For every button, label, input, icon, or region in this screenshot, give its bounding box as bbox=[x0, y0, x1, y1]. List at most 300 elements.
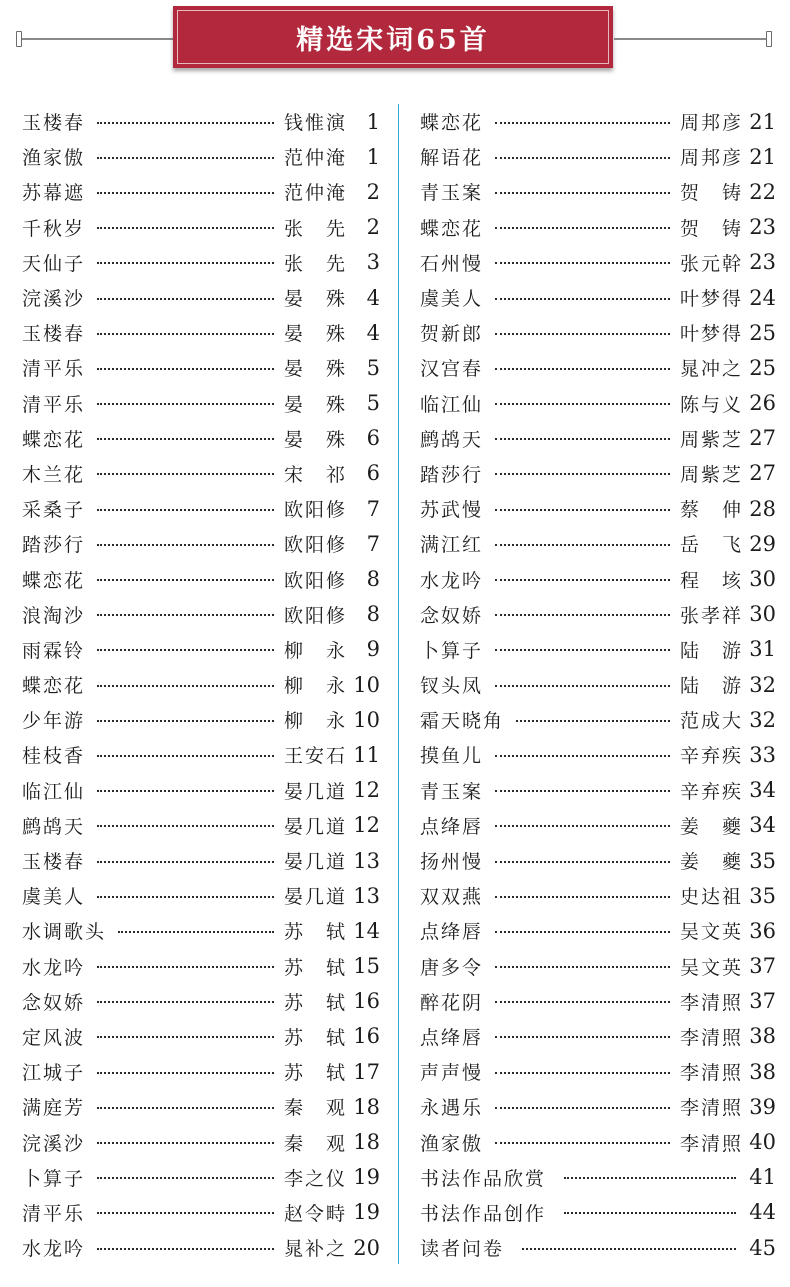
poem-title: 满江红 bbox=[420, 534, 484, 557]
author-name: 赵令畤 bbox=[284, 1202, 346, 1225]
leader-dots bbox=[495, 192, 670, 194]
poem-title: 虞美人 bbox=[420, 288, 484, 311]
poem-title: 蝶恋花 bbox=[420, 217, 484, 240]
page-number: 31 bbox=[749, 637, 776, 662]
leader-dots bbox=[97, 825, 274, 827]
toc-entry[interactable] bbox=[420, 702, 776, 737]
author-name: 岳 飞 bbox=[680, 534, 742, 557]
section-title: 书法作品创作 bbox=[420, 1202, 547, 1225]
author-name: 晏几道 bbox=[284, 780, 346, 803]
page-number: 12 bbox=[353, 778, 380, 803]
toc-entry[interactable] bbox=[420, 280, 776, 315]
author-name: 晏几道 bbox=[284, 815, 346, 838]
leader-dots bbox=[495, 579, 670, 581]
poem-title: 清平乐 bbox=[22, 358, 86, 381]
page-number: 30 bbox=[749, 602, 776, 627]
poem-title: 天仙子 bbox=[22, 252, 86, 275]
toc-entry[interactable] bbox=[420, 1019, 776, 1054]
poem-title: 念奴娇 bbox=[420, 604, 484, 627]
poem-title: 蝶恋花 bbox=[22, 428, 86, 451]
page-number: 21 bbox=[749, 109, 776, 134]
page-number: 2 bbox=[366, 179, 380, 204]
toc-entry[interactable] bbox=[420, 386, 776, 421]
toc-entry[interactable] bbox=[420, 174, 776, 209]
poem-title: 渔家傲 bbox=[420, 1132, 484, 1155]
toc-entry[interactable] bbox=[22, 878, 380, 913]
page-number: 24 bbox=[749, 285, 776, 310]
page-number: 7 bbox=[366, 496, 380, 521]
author-name: 欧阳修 bbox=[284, 499, 346, 522]
page-number: 36 bbox=[749, 918, 776, 943]
toc-entry[interactable] bbox=[22, 1230, 380, 1265]
poem-title: 双双燕 bbox=[420, 886, 484, 909]
toc-entry[interactable] bbox=[420, 773, 776, 808]
leader-dots bbox=[495, 755, 670, 757]
author-name: 宋 祁 bbox=[284, 463, 346, 486]
poem-title: 浪淘沙 bbox=[22, 604, 86, 627]
title-banner-frame bbox=[177, 10, 609, 64]
leader-dots bbox=[97, 1248, 274, 1250]
author-name: 苏 轼 bbox=[284, 956, 346, 979]
author-name: 欧阳修 bbox=[284, 534, 346, 557]
poem-title: 玉楼春 bbox=[22, 323, 86, 346]
leader-dots bbox=[495, 403, 670, 405]
toc-entry[interactable] bbox=[22, 421, 380, 456]
page-number: 16 bbox=[353, 989, 380, 1014]
page-number: 37 bbox=[749, 989, 776, 1014]
page-number: 41 bbox=[749, 1165, 776, 1190]
poem-title: 水龙吟 bbox=[22, 956, 86, 979]
author-name: 程 垓 bbox=[680, 569, 742, 592]
page-number: 17 bbox=[353, 1059, 380, 1084]
toc-entry[interactable] bbox=[22, 456, 380, 491]
poem-title: 少年游 bbox=[22, 710, 86, 733]
author-name: 苏 轼 bbox=[284, 921, 346, 944]
poem-title: 点绛唇 bbox=[420, 815, 484, 838]
author-name: 欧阳修 bbox=[284, 604, 346, 627]
leader-dots bbox=[118, 931, 274, 933]
leader-dots bbox=[97, 1072, 274, 1074]
toc-entry[interactable] bbox=[420, 526, 776, 561]
leader-dots bbox=[97, 579, 274, 581]
author-name: 周邦彦 bbox=[680, 147, 742, 170]
section-title: 读者问卷 bbox=[420, 1238, 505, 1261]
toc-entry[interactable] bbox=[420, 597, 776, 632]
leader-dots bbox=[97, 122, 274, 124]
toc-entry[interactable] bbox=[22, 350, 380, 385]
author-name: 苏 轼 bbox=[284, 1026, 346, 1049]
poem-title: 解语花 bbox=[420, 147, 484, 170]
poem-title: 摸鱼儿 bbox=[420, 745, 484, 768]
page-number: 25 bbox=[749, 355, 776, 380]
page-number: 14 bbox=[353, 918, 380, 943]
author-name: 晏 殊 bbox=[284, 393, 346, 416]
poem-title: 临江仙 bbox=[22, 780, 86, 803]
toc-entry[interactable] bbox=[420, 421, 776, 456]
toc-entry[interactable] bbox=[22, 104, 380, 139]
leader-dots bbox=[97, 403, 274, 405]
leader-dots bbox=[97, 1107, 274, 1109]
page-number: 18 bbox=[353, 1094, 380, 1119]
leader-dots bbox=[495, 298, 670, 300]
page-number: 27 bbox=[749, 461, 776, 486]
toc-entry[interactable] bbox=[22, 245, 380, 280]
toc-entry[interactable] bbox=[420, 561, 776, 596]
toc-entry[interactable] bbox=[420, 878, 776, 913]
page-number: 19 bbox=[353, 1165, 380, 1190]
page-number: 13 bbox=[353, 883, 380, 908]
toc-entry[interactable] bbox=[22, 561, 380, 596]
toc-entry[interactable] bbox=[22, 597, 380, 632]
author-name: 陈与义 bbox=[680, 393, 742, 416]
page-number: 34 bbox=[749, 813, 776, 838]
author-name: 欧阳修 bbox=[284, 569, 346, 592]
author-name: 李清照 bbox=[680, 1062, 742, 1085]
page-number: 5 bbox=[366, 391, 380, 416]
poem-title: 桂枝香 bbox=[22, 745, 86, 768]
leader-dots bbox=[97, 368, 274, 370]
author-name: 晁冲之 bbox=[680, 358, 742, 381]
title-banner bbox=[173, 6, 613, 68]
author-name: 李清照 bbox=[680, 1132, 742, 1155]
toc-entry[interactable] bbox=[420, 1054, 776, 1089]
poem-title: 唐多令 bbox=[420, 956, 484, 979]
poem-title: 临江仙 bbox=[420, 393, 484, 416]
poem-title: 定风波 bbox=[22, 1026, 86, 1049]
leader-dots bbox=[495, 1001, 670, 1003]
leader-dots bbox=[97, 861, 274, 863]
author-name: 范成大 bbox=[680, 710, 742, 733]
toc-entry[interactable] bbox=[420, 984, 776, 1019]
leader-dots bbox=[97, 1142, 274, 1144]
leader-dots bbox=[97, 333, 274, 335]
leader-dots bbox=[495, 861, 670, 863]
page-number: 6 bbox=[366, 426, 380, 451]
toc-entry[interactable] bbox=[22, 702, 380, 737]
leader-dots bbox=[97, 227, 274, 229]
leader-dots bbox=[97, 509, 274, 511]
page-number: 10 bbox=[353, 707, 380, 732]
leader-dots bbox=[495, 333, 670, 335]
poem-title: 浣溪沙 bbox=[22, 288, 86, 311]
header-rule-right bbox=[614, 38, 766, 40]
author-name: 蔡 伸 bbox=[680, 499, 742, 522]
toc-entry[interactable] bbox=[420, 949, 776, 984]
poem-title: 苏武慢 bbox=[420, 499, 484, 522]
poem-title: 扬州慢 bbox=[420, 851, 484, 874]
poem-title: 渔家傲 bbox=[22, 147, 86, 170]
leader-dots bbox=[495, 649, 670, 651]
toc-right-column bbox=[420, 104, 776, 1265]
toc-entry[interactable] bbox=[420, 667, 776, 702]
poem-title: 声声慢 bbox=[420, 1062, 484, 1085]
leader-dots bbox=[495, 614, 670, 616]
author-name: 晏几道 bbox=[284, 851, 346, 874]
leader-dots bbox=[97, 438, 274, 440]
poem-title: 雨霖铃 bbox=[22, 639, 86, 662]
page-number: 5 bbox=[366, 355, 380, 380]
page-number: 21 bbox=[749, 144, 776, 169]
leader-dots bbox=[97, 1177, 274, 1179]
poem-title: 水龙吟 bbox=[22, 1238, 86, 1261]
header-rule-left bbox=[22, 38, 174, 40]
leader-dots bbox=[495, 122, 670, 124]
leader-dots bbox=[97, 896, 274, 898]
author-name: 柳 永 bbox=[284, 639, 346, 662]
page-number: 26 bbox=[749, 391, 776, 416]
author-name: 秦 观 bbox=[284, 1097, 346, 1120]
author-name: 辛弃疾 bbox=[680, 780, 742, 803]
leader-dots bbox=[97, 1212, 274, 1214]
page-number: 23 bbox=[749, 215, 776, 240]
page-number: 16 bbox=[353, 1024, 380, 1049]
leader-dots bbox=[564, 1177, 736, 1179]
author-name: 姜 夔 bbox=[680, 851, 742, 874]
page-number: 4 bbox=[366, 285, 380, 310]
author-name: 叶梦得 bbox=[680, 288, 742, 311]
leader-dots bbox=[495, 157, 670, 159]
leader-dots bbox=[522, 1248, 736, 1250]
toc-entry[interactable] bbox=[22, 984, 380, 1019]
author-name: 钱惟演 bbox=[284, 112, 346, 135]
poem-title: 贺新郎 bbox=[420, 323, 484, 346]
leader-dots bbox=[97, 614, 274, 616]
poem-title: 水调歌头 bbox=[22, 921, 107, 944]
leader-dots bbox=[97, 649, 274, 651]
author-name: 贺 铸 bbox=[680, 217, 742, 240]
poem-title: 玉楼春 bbox=[22, 112, 86, 135]
leader-dots bbox=[495, 227, 670, 229]
author-name: 张 先 bbox=[284, 252, 346, 275]
leader-dots bbox=[495, 790, 670, 792]
toc-entry[interactable] bbox=[22, 1054, 380, 1089]
toc-entry[interactable] bbox=[420, 1089, 776, 1124]
leader-dots bbox=[97, 192, 274, 194]
poem-title: 醉花阴 bbox=[420, 991, 484, 1014]
toc-entry[interactable] bbox=[420, 843, 776, 878]
toc-entry[interactable] bbox=[420, 1160, 776, 1195]
poem-title: 虞美人 bbox=[22, 886, 86, 909]
author-name: 周紫芝 bbox=[680, 463, 742, 486]
page-number: 12 bbox=[353, 813, 380, 838]
author-name: 晏 殊 bbox=[284, 288, 346, 311]
page-number: 10 bbox=[353, 672, 380, 697]
leader-dots bbox=[97, 720, 274, 722]
page-number: 45 bbox=[749, 1235, 776, 1260]
page-number: 37 bbox=[749, 954, 776, 979]
author-name: 叶梦得 bbox=[680, 323, 742, 346]
page-number: 2 bbox=[366, 215, 380, 240]
section-title: 书法作品欣赏 bbox=[420, 1167, 547, 1190]
toc-entry[interactable] bbox=[22, 210, 380, 245]
toc-entry[interactable] bbox=[22, 843, 380, 878]
leader-dots bbox=[564, 1212, 736, 1214]
poem-title: 清平乐 bbox=[22, 1202, 86, 1225]
page-number: 9 bbox=[366, 637, 380, 662]
author-name: 吴文英 bbox=[680, 956, 742, 979]
poem-title: 卜算子 bbox=[420, 639, 484, 662]
leader-dots bbox=[495, 1072, 670, 1074]
page-number: 7 bbox=[366, 531, 380, 556]
page-number: 29 bbox=[749, 531, 776, 556]
leader-dots bbox=[495, 473, 670, 475]
page-number: 33 bbox=[749, 742, 776, 767]
page-number: 18 bbox=[353, 1130, 380, 1155]
toc-entry[interactable] bbox=[22, 315, 380, 350]
page-number: 3 bbox=[366, 250, 380, 275]
page-number: 20 bbox=[353, 1235, 380, 1260]
poem-title: 水龙吟 bbox=[420, 569, 484, 592]
toc-entry[interactable] bbox=[420, 315, 776, 350]
page-number: 38 bbox=[749, 1059, 776, 1084]
toc-entry[interactable] bbox=[420, 632, 776, 667]
toc-entry[interactable] bbox=[22, 1160, 380, 1195]
toc-entry[interactable] bbox=[420, 913, 776, 948]
toc-entry[interactable] bbox=[22, 667, 380, 702]
page-number: 32 bbox=[749, 707, 776, 732]
page-number: 8 bbox=[366, 567, 380, 592]
page-number: 1 bbox=[366, 109, 380, 134]
poem-title: 蝶恋花 bbox=[420, 112, 484, 135]
author-name: 吴文英 bbox=[680, 921, 742, 944]
toc-entry[interactable] bbox=[22, 808, 380, 843]
leader-dots bbox=[495, 368, 670, 370]
page-number: 23 bbox=[749, 250, 776, 275]
author-name: 晁补之 bbox=[284, 1238, 346, 1261]
poem-title: 千秋岁 bbox=[22, 217, 86, 240]
toc-entry[interactable] bbox=[22, 174, 380, 209]
page-number: 35 bbox=[749, 848, 776, 873]
poem-title: 点绛唇 bbox=[420, 921, 484, 944]
toc-entry[interactable] bbox=[22, 632, 380, 667]
header-line-cap-right bbox=[766, 31, 772, 47]
toc-entry[interactable] bbox=[420, 139, 776, 174]
leader-dots bbox=[495, 1036, 670, 1038]
toc-entry[interactable] bbox=[420, 491, 776, 526]
toc-entry[interactable] bbox=[420, 1195, 776, 1230]
toc-entry[interactable] bbox=[420, 456, 776, 491]
leader-dots bbox=[97, 157, 274, 159]
toc-entry[interactable] bbox=[22, 386, 380, 421]
author-name: 贺 铸 bbox=[680, 182, 742, 205]
toc-entry[interactable] bbox=[22, 913, 380, 948]
poem-title: 踏莎行 bbox=[22, 534, 86, 557]
page-number: 35 bbox=[749, 883, 776, 908]
author-name: 王安石 bbox=[284, 745, 346, 768]
toc-entry[interactable] bbox=[22, 1195, 380, 1230]
author-name: 秦 观 bbox=[284, 1132, 346, 1155]
leader-dots bbox=[495, 685, 670, 687]
author-name: 陆 游 bbox=[680, 639, 742, 662]
poem-title: 玉楼春 bbox=[22, 851, 86, 874]
toc-entry[interactable] bbox=[22, 1089, 380, 1124]
author-name: 陆 游 bbox=[680, 675, 742, 698]
toc-entry[interactable] bbox=[420, 104, 776, 139]
author-name: 李之仪 bbox=[284, 1167, 346, 1190]
page-number: 25 bbox=[749, 320, 776, 345]
toc-entry[interactable] bbox=[22, 526, 380, 561]
poem-title: 鹧鸪天 bbox=[22, 815, 86, 838]
poem-title: 汉宫春 bbox=[420, 358, 484, 381]
author-name: 柳 永 bbox=[284, 710, 346, 733]
poem-title: 苏幕遮 bbox=[22, 182, 86, 205]
author-name: 李清照 bbox=[680, 991, 742, 1014]
toc-entry[interactable] bbox=[22, 1124, 380, 1159]
toc-entry[interactable] bbox=[22, 949, 380, 984]
leader-dots bbox=[495, 825, 670, 827]
leader-dots bbox=[97, 473, 274, 475]
page-number: 38 bbox=[749, 1024, 776, 1049]
author-name: 张孝祥 bbox=[680, 604, 742, 627]
toc-entry[interactable] bbox=[420, 245, 776, 280]
page-number: 19 bbox=[353, 1200, 380, 1225]
leader-dots bbox=[495, 438, 670, 440]
toc-entry[interactable] bbox=[22, 280, 380, 315]
leader-dots bbox=[97, 544, 274, 546]
toc-entry[interactable] bbox=[420, 1230, 776, 1265]
author-name: 晏 殊 bbox=[284, 358, 346, 381]
author-name: 范仲淹 bbox=[284, 147, 346, 170]
leader-dots bbox=[97, 790, 274, 792]
page-number: 15 bbox=[353, 954, 380, 979]
leader-dots bbox=[97, 1001, 274, 1003]
toc-entry[interactable] bbox=[420, 350, 776, 385]
leader-dots bbox=[97, 685, 274, 687]
toc-entry[interactable] bbox=[420, 1124, 776, 1159]
leader-dots bbox=[516, 720, 670, 722]
author-name: 周邦彦 bbox=[680, 112, 742, 135]
poem-title: 石州慢 bbox=[420, 252, 484, 275]
leader-dots bbox=[495, 931, 670, 933]
poem-title: 霜天晓角 bbox=[420, 710, 505, 733]
poem-title: 清平乐 bbox=[22, 393, 86, 416]
toc-entry[interactable] bbox=[420, 737, 776, 772]
toc-entry[interactable] bbox=[22, 491, 380, 526]
leader-dots bbox=[97, 262, 274, 264]
author-name: 苏 轼 bbox=[284, 991, 346, 1014]
leader-dots bbox=[495, 896, 670, 898]
author-name: 李清照 bbox=[680, 1026, 742, 1049]
toc-entry[interactable] bbox=[22, 737, 380, 772]
poem-title: 点绛唇 bbox=[420, 1026, 484, 1049]
author-name: 周紫芝 bbox=[680, 428, 742, 451]
toc-entry[interactable] bbox=[22, 773, 380, 808]
page-number: 8 bbox=[366, 602, 380, 627]
poem-title: 蝶恋花 bbox=[22, 569, 86, 592]
page-number: 22 bbox=[749, 179, 776, 204]
leader-dots bbox=[97, 1036, 274, 1038]
page-number: 39 bbox=[749, 1094, 776, 1119]
poem-title: 永遇乐 bbox=[420, 1097, 484, 1120]
toc-entry[interactable] bbox=[420, 808, 776, 843]
toc-entry[interactable] bbox=[22, 139, 380, 174]
poem-title: 卜算子 bbox=[22, 1167, 86, 1190]
page-number: 11 bbox=[353, 742, 380, 767]
page-title: 精选宋词65首 bbox=[296, 24, 490, 56]
toc-entry[interactable] bbox=[22, 1019, 380, 1054]
leader-dots bbox=[495, 1142, 670, 1144]
leader-dots bbox=[97, 755, 274, 757]
author-name: 张元幹 bbox=[680, 252, 742, 275]
leader-dots bbox=[495, 1107, 670, 1109]
toc-left-column bbox=[22, 104, 380, 1265]
author-name: 张 先 bbox=[284, 217, 346, 240]
poem-title: 青玉案 bbox=[420, 182, 484, 205]
page-number: 40 bbox=[749, 1130, 776, 1155]
page-number: 28 bbox=[749, 496, 776, 521]
author-name: 晏几道 bbox=[284, 886, 346, 909]
toc-entry[interactable] bbox=[420, 210, 776, 245]
